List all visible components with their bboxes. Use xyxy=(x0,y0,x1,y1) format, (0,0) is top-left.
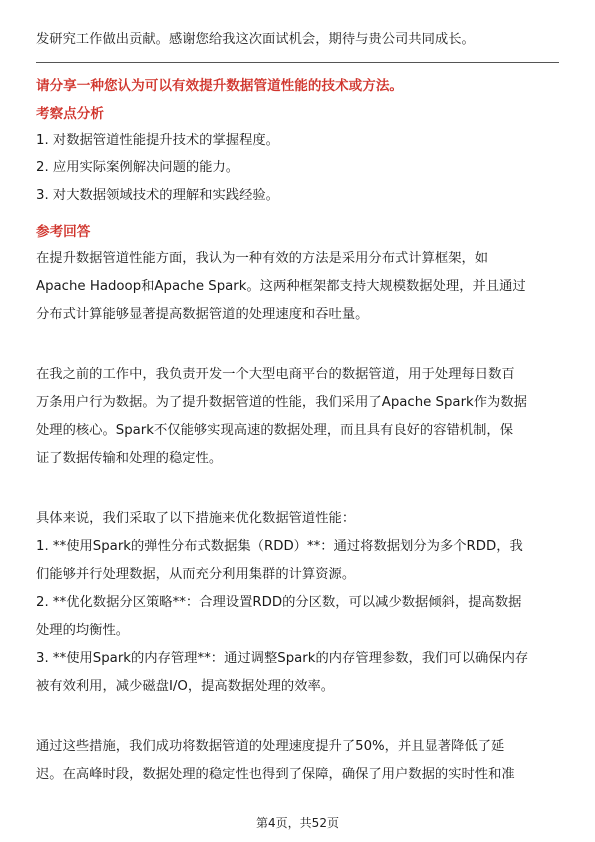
answer-paragraph-line: 在我之前的工作中，我负责开发一个大型电商平台的数据管道，用于处理每日数百 xyxy=(36,367,515,382)
analysis-item: 3. 对大数据领域技术的理解和实践经验。 xyxy=(36,188,279,203)
section-divider xyxy=(36,62,559,63)
answer-list-item: 被有效利用，减少磁盘I/O，提高数据处理的效率。 xyxy=(36,679,335,694)
answer-list-item: 处理的均衡性。 xyxy=(36,623,130,638)
analysis-heading: 考察点分析 xyxy=(36,106,104,122)
answer-paragraph-line: 证了数据传输和处理的稳定性。 xyxy=(36,451,223,466)
answer-paragraph-line: 具体来说，我们采取了以下措施来优化数据管道性能： xyxy=(36,511,356,526)
analysis-item: 1. 对数据管道性能提升技术的掌握程度。 xyxy=(36,133,279,148)
answer-list-item: 1. **使用Spark的弹性分布式数据集（RDD）**：通过将数据划分为多个RDD，我 xyxy=(36,539,523,554)
document-page xyxy=(36,0,559,842)
answer-paragraph-line: 处理的核心。Spark不仅能够实现高速的数据处理，而且具有良好的容错机制，保 xyxy=(36,423,513,438)
page-number: 第4页，共52页 xyxy=(256,816,339,830)
question-title: 请分享一种您认为可以有效提升数据管道性能的技术或方法。 xyxy=(36,78,404,94)
answer-paragraph-line: 分布式计算能够显著提高数据管道的处理速度和吞吐量。 xyxy=(36,307,369,322)
answer-paragraph-line: 在提升数据管道性能方面，我认为一种有效的方法是采用分布式计算框架，如 xyxy=(36,251,489,266)
answer-list-item: 们能够并行处理数据，从而充分利用集群的计算资源。 xyxy=(36,567,356,582)
answer-list-item: 2. **优化数据分区策略**：合理设置RDD的分区数，可以减少数据倾斜，提高数据 xyxy=(36,595,522,610)
answer-paragraph-line: Apache Hadoop和Apache Spark。这两种框架都支持大规模数据处理，并且通过 xyxy=(36,279,526,294)
answer-paragraph-line: 万条用户行为数据。为了提升数据管道的性能，我们采用了Apache Spark作为数据 xyxy=(36,395,527,410)
analysis-item: 2. 应用实际案例解决问题的能力。 xyxy=(36,160,240,175)
answer-heading: 参考回答 xyxy=(36,224,91,240)
answer-paragraph-line: 迟。在高峰时段，数据处理的稳定性也得到了保障，确保了用户数据的实时性和准 xyxy=(36,767,515,782)
answer-list-item: 3. **使用Spark的内存管理**：通过调整Spark的内存管理参数，我们可以确保内存 xyxy=(36,651,529,666)
continued-text: 发研究工作做出贡献。感谢您给我这次面试机会，期待与贵公司共同成长。 xyxy=(36,32,475,47)
answer-paragraph-line: 通过这些措施，我们成功将数据管道的处理速度提升了50%，并且显著降低了延 xyxy=(36,739,505,754)
